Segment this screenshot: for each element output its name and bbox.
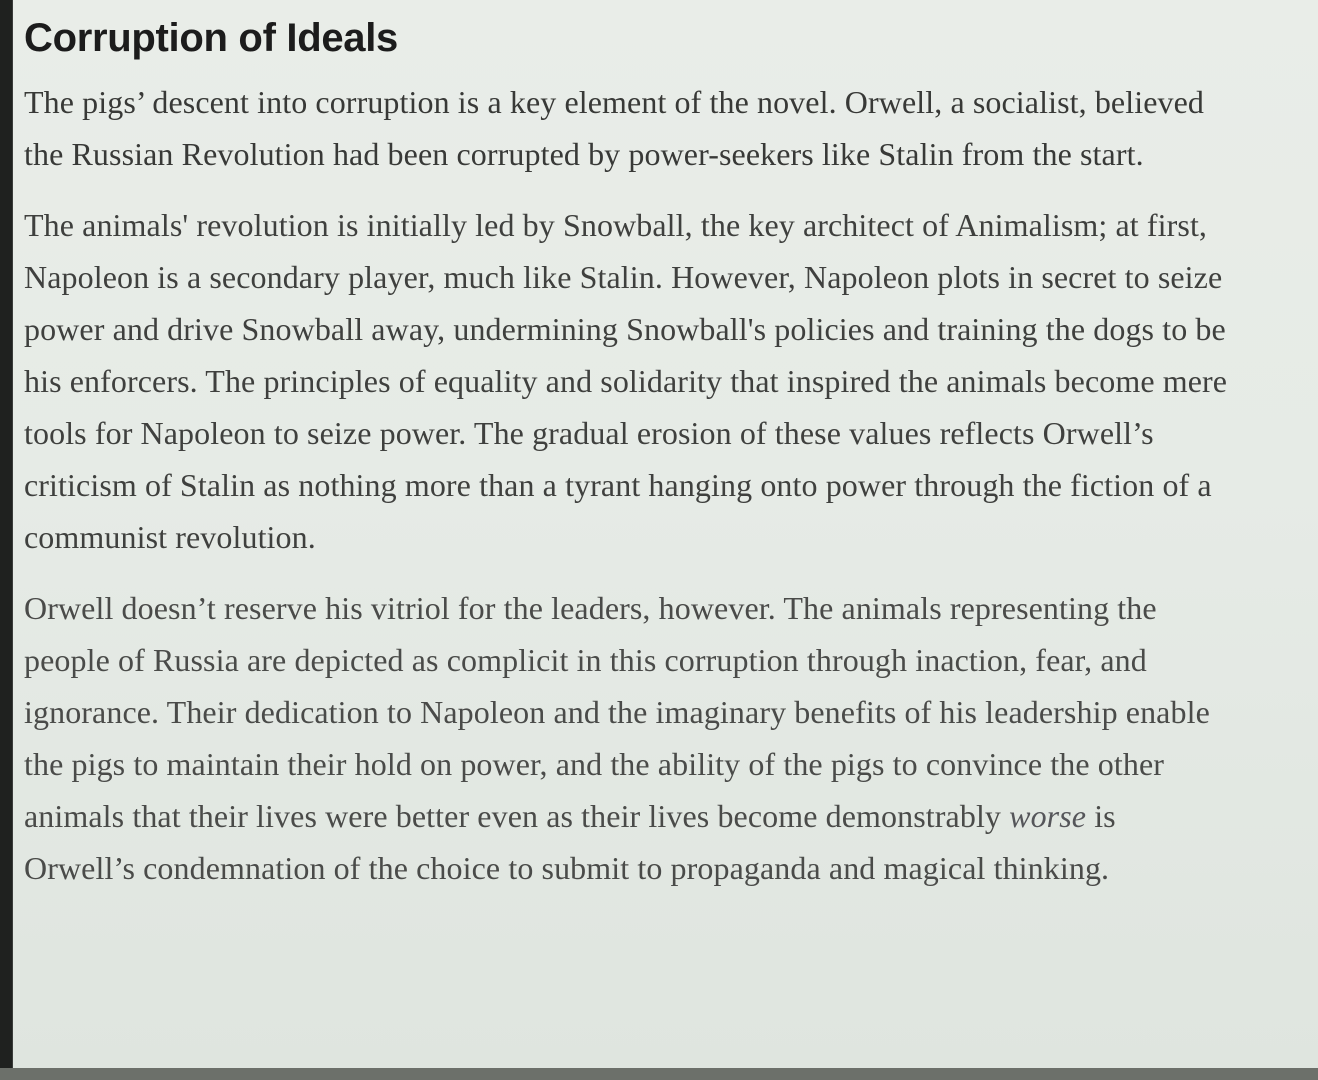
paragraph-1: The pigs’ descent into corruption is a key element of the novel. Orwell, a socialist, believed the Russian Revolution had been corrupted by power-seekers like Stalin from the start.: [24, 84, 1205, 172]
paragraph-3: [24, 582, 1234, 894]
paragraph-3-text-start: Orwell doesn’t reserve his vitriol for the leaders, however. The animals representing the people of Russia are depicted as complicit in this corruption through inaction, fear, and ignorance. Their dedication to Napoleon and the imaginary benefits of his leadership enable the pigs to maintain their hold on power, and the ability of the pigs to convince the other animals that their lives were better even as their lives become demonstrably: [24, 590, 1210, 834]
paragraph-2: The animals' revolution is initially led by Snowball, the key architect of Animalism; at first, Napoleon is a secondary player, much like Stalin. However, Napoleon plots in secret to seize power and drive Snowball away, undermining Snowball's policies and training the dogs to be his enforcers. The principles of equality and solidarity that inspired the animals become mere tools for Napoleon to seize power. The gradual erosion of these values reflects Orwell’s criticism of Stalin as nothing more than a tyrant hanging onto power through the fiction of a communist revolution.: [24, 207, 1228, 555]
section-heading: Corruption of Ideals: [24, 16, 399, 60]
article-content: [24, 10, 1234, 913]
emphasis-worse: worse: [1009, 798, 1087, 834]
paragraph-3-text-end: is Orwell’s condemnation of the choice to submit to propaganda and magical thinking.: [24, 798, 1116, 886]
document-page: [12, 0, 1318, 1068]
screen-bottom-edge: [0, 1068, 1318, 1080]
